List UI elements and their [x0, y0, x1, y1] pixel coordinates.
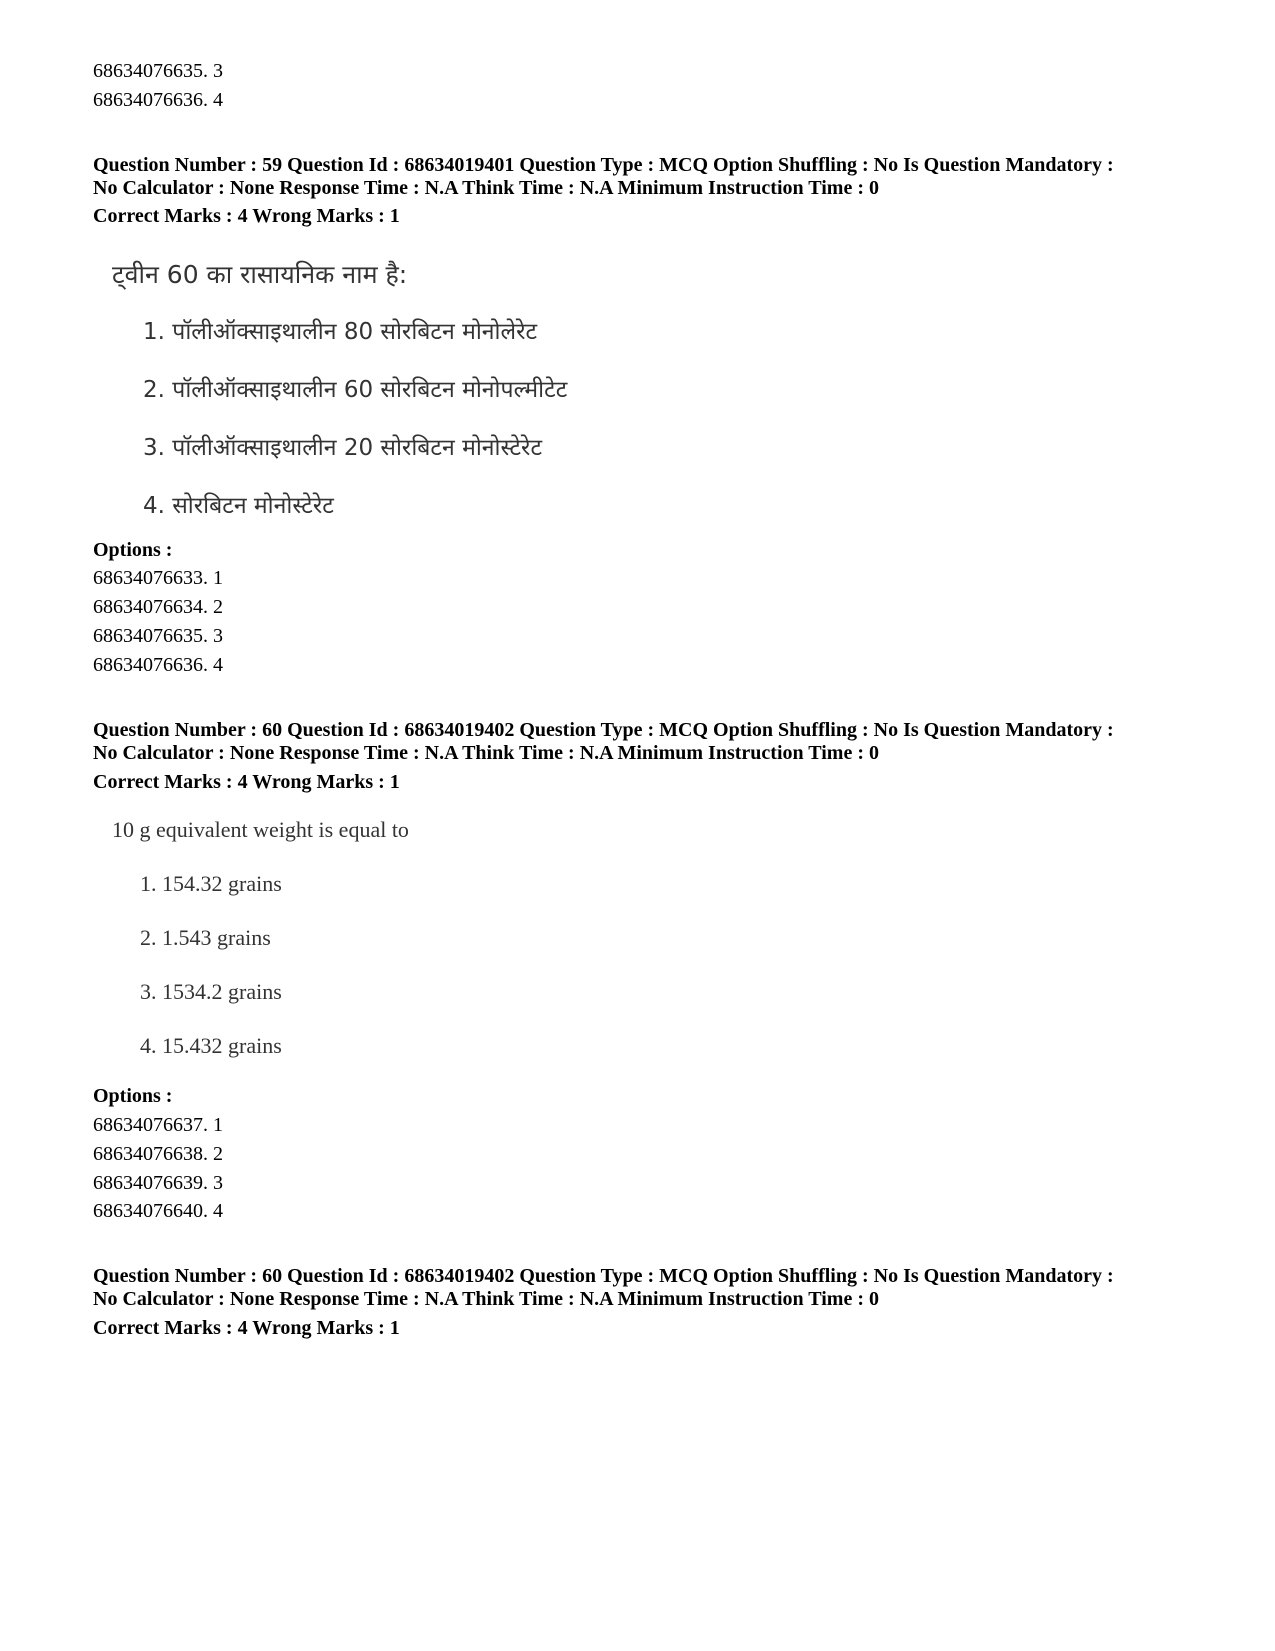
question-choice: 4. सोरबिटन मोनोस्टेरेट — [143, 493, 334, 519]
question-marks: Correct Marks : 4 Wrong Marks : 1 — [93, 1317, 400, 1339]
question-header-line1: Question Number : 60 Question Id : 68634019402 Question Type : MCQ Option Shuffling : No Is Question Mandatory : — [93, 1265, 1114, 1287]
option-line: 68634076635. 3 — [93, 625, 223, 647]
question-choice: 4. 15.432 grains — [140, 1033, 282, 1058]
question-header-line2: No Calculator : None Response Time : N.A Think Time : N.A Minimum Instruction Time : 0 — [93, 1288, 879, 1310]
option-line: 68634076636. 4 — [93, 89, 223, 111]
option-line: 68634076640. 4 — [93, 1200, 223, 1222]
options-label: Options : — [93, 539, 173, 561]
question-choice: 1. पॉलीऑक्साइथालीन 80 सोरबिटन मोनोलेरेट — [143, 319, 538, 345]
option-line: 68634076633. 1 — [93, 567, 223, 589]
option-line: 68634076636. 4 — [93, 654, 223, 676]
question-choice: 2. पॉलीऑक्साइथालीन 60 सोरबिटन मोनोपल्मीटेट — [143, 377, 568, 403]
option-line: 68634076638. 2 — [93, 1143, 223, 1165]
question-stem: ट्वीन 60 का रासायनिक नाम है: — [112, 260, 408, 289]
question-marks: Correct Marks : 4 Wrong Marks : 1 — [93, 771, 400, 793]
question-header-line1: Question Number : 60 Question Id : 68634019402 Question Type : MCQ Option Shuffling : No Is Question Mandatory : — [93, 719, 1114, 741]
question-header-line2: No Calculator : None Response Time : N.A Think Time : N.A Minimum Instruction Time : 0 — [93, 742, 879, 764]
option-line: 68634076635. 3 — [93, 60, 223, 82]
option-line: 68634076634. 2 — [93, 596, 223, 618]
question-choice: 3. पॉलीऑक्साइथालीन 20 सोरबिटन मोनोस्टेरेट — [143, 435, 543, 461]
question-header-line1: Question Number : 59 Question Id : 68634019401 Question Type : MCQ Option Shuffling : No Is Question Mandatory : — [93, 154, 1114, 176]
options-label: Options : — [93, 1085, 173, 1107]
question-choice: 1. 154.32 grains — [140, 871, 282, 896]
option-line: 68634076637. 1 — [93, 1114, 223, 1136]
question-choice: 3. 1534.2 grains — [140, 979, 282, 1004]
question-choice: 2. 1.543 grains — [140, 925, 271, 950]
question-marks: Correct Marks : 4 Wrong Marks : 1 — [93, 205, 400, 227]
question-stem: 10 g equivalent weight is equal to — [112, 817, 409, 842]
question-header-line2: No Calculator : None Response Time : N.A Think Time : N.A Minimum Instruction Time : 0 — [93, 177, 879, 199]
option-line: 68634076639. 3 — [93, 1172, 223, 1194]
